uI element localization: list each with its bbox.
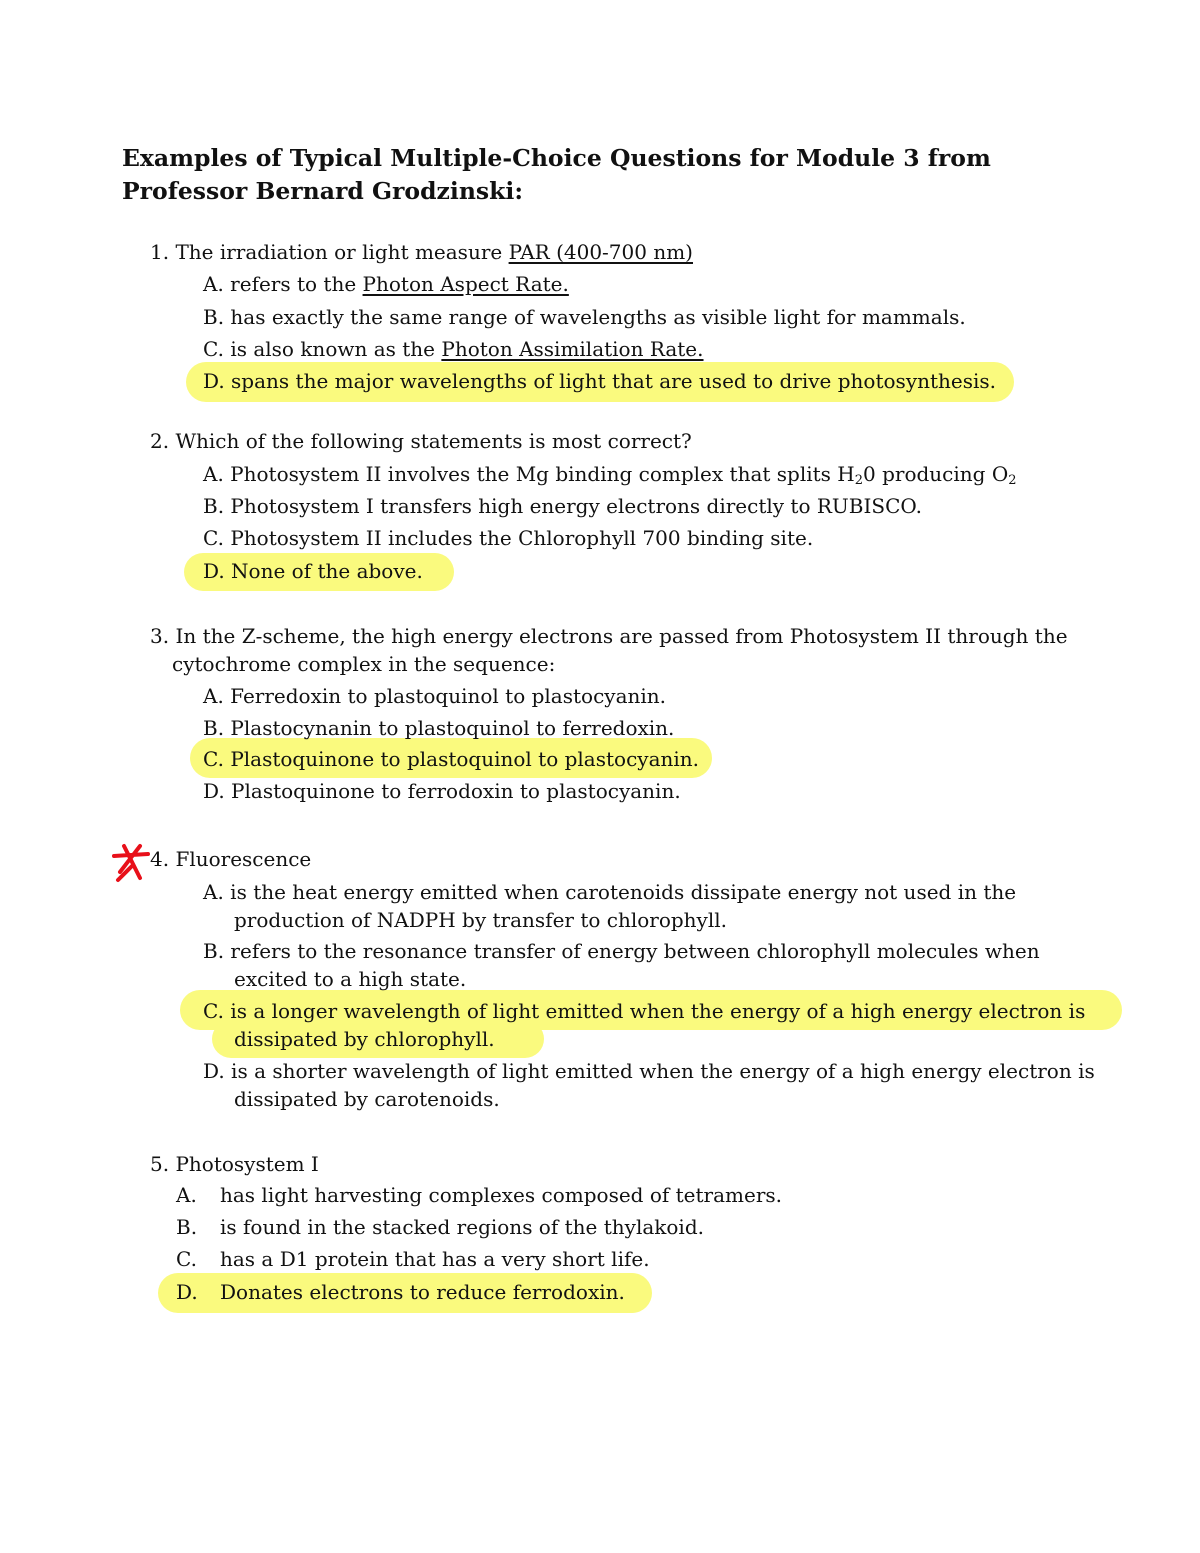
option-letter: A. — [176, 1183, 197, 1207]
option-letter: D. — [203, 369, 225, 393]
option-text: is also known as the — [230, 337, 442, 361]
question-3-option-d — [203, 777, 681, 805]
option-text: 0 producing O — [863, 462, 1009, 486]
option-letter: C. — [203, 747, 224, 771]
option-letter: A. — [203, 684, 224, 708]
option-letter: D. — [203, 1059, 225, 1083]
question-2-option-a — [203, 460, 1017, 488]
question-1-option-d — [203, 367, 996, 395]
option-underlined-text: Photon Assimilation Rate. — [441, 337, 704, 361]
question-1-option-a — [203, 270, 569, 298]
option-text: has light harvesting complexes composed of tetramers. — [220, 1183, 783, 1207]
question-2-option-c — [203, 524, 813, 552]
option-letter: D. — [203, 779, 225, 803]
option-text: spans the major wavelengths of light that are used to drive photosynthesis. — [231, 369, 997, 393]
option-text: Photosystem I transfers high energy electrons directly to RUBISCO. — [230, 494, 922, 518]
question-4-option-d-line-1 — [203, 1057, 1095, 1085]
option-text: is the heat energy emitted when carotenoids dissipate energy not used in the — [230, 880, 1017, 904]
question-5-stem: 5. Photosystem I — [150, 1152, 319, 1176]
question-4-option-c-line-1 — [203, 997, 1085, 1025]
option-text: None of the above. — [231, 559, 423, 583]
option-text: is a longer wavelength of light emitted when the energy of a high energy electron is — [230, 999, 1086, 1023]
option-letter: B. — [176, 1215, 198, 1239]
question-2-option-b — [203, 492, 922, 520]
option-letter: C. — [203, 337, 224, 361]
subscript: 2 — [1008, 473, 1017, 488]
option-letter: B. — [203, 494, 225, 518]
option-letter: C. — [203, 999, 224, 1023]
question-1-option-c — [203, 335, 704, 363]
option-text: Plastoquinone to plastoquinol to plastocyanin. — [230, 747, 700, 771]
option-text: refers to the resonance transfer of energy between chlorophyll molecules when — [230, 939, 1040, 963]
option-text: Ferredoxin to plastoquinol to plastocyanin. — [230, 684, 667, 708]
option-underlined-text: Photon Aspect Rate. — [362, 272, 569, 296]
question-2-stem: 2. Which of the following statements is most correct? — [150, 429, 692, 453]
question-1-stem-text: 1. The irradiation or light measure — [150, 240, 509, 264]
option-letter: C. — [203, 526, 224, 550]
option-letter: D. — [203, 559, 225, 583]
question-5-option-a — [176, 1181, 782, 1209]
question-3-option-a — [203, 682, 666, 710]
question-5-option-c — [176, 1245, 650, 1273]
option-text: Photosystem II includes the Chlorophyll 700 binding site. — [230, 526, 814, 550]
subscript: 2 — [854, 473, 864, 488]
question-4-stem: 4. Fluorescence — [150, 847, 312, 871]
question-5-option-d — [176, 1278, 625, 1306]
option-text: has exactly the same range of wavelengths as visible light for mammals. — [230, 305, 966, 329]
option-text: Donates electrons to reduce ferrodoxin. — [220, 1280, 625, 1304]
option-letter: B. — [203, 305, 225, 329]
option-text: has a D1 protein that has a very short life. — [220, 1247, 650, 1271]
question-3-option-c — [203, 745, 699, 773]
hand-drawn-star-icon — [110, 840, 154, 884]
option-letter: A. — [203, 880, 224, 904]
option-text: is found in the stacked regions of the thylakoid. — [220, 1215, 704, 1239]
question-3-stem-line-2: cytochrome complex in the sequence: — [172, 652, 556, 676]
option-text: Plastocynanin to plastoquinol to ferredoxin. — [230, 716, 675, 740]
question-4-option-b-line-1 — [203, 937, 1040, 965]
option-text: Plastoquinone to ferrodoxin to plastocyanin. — [231, 779, 681, 803]
question-1-option-b — [203, 303, 966, 331]
option-text: Photosystem II involves the Mg binding complex that splits H — [230, 462, 855, 486]
question-4-option-a-line-1 — [203, 878, 1016, 906]
option-text: refers to the — [230, 272, 363, 296]
question-4-option-b-line-2: excited to a high state. — [234, 967, 467, 991]
question-4-option-d-line-2: dissipated by carotenoids. — [234, 1087, 500, 1111]
option-letter: B. — [203, 939, 225, 963]
question-1-stem — [150, 238, 693, 266]
option-letter: C. — [176, 1247, 197, 1271]
option-letter: D. — [176, 1280, 198, 1304]
option-letter: A. — [203, 462, 224, 486]
question-4-option-a-line-2: production of NADPH by transfer to chlorophyll. — [234, 908, 728, 932]
option-text: is a shorter wavelength of light emitted when the energy of a high energy electron is — [231, 1059, 1095, 1083]
option-letter: A. — [203, 272, 224, 296]
question-1-stem-underlined: PAR (400-700 nm) — [508, 240, 693, 264]
question-2-option-d — [203, 557, 423, 585]
page-title: Examples of Typical Multiple-Choice Questions for Module 3 from Professor Bernard Grodzinski: — [122, 144, 991, 205]
question-5-option-b — [176, 1213, 704, 1241]
option-letter: B. — [203, 716, 225, 740]
question-3-stem-line-1: 3. In the Z-scheme, the high energy electrons are passed from Photosystem II through the — [150, 624, 1068, 648]
question-3-option-b — [203, 714, 674, 742]
question-4-option-c-line-2: dissipated by chlorophyll. — [234, 1027, 495, 1051]
